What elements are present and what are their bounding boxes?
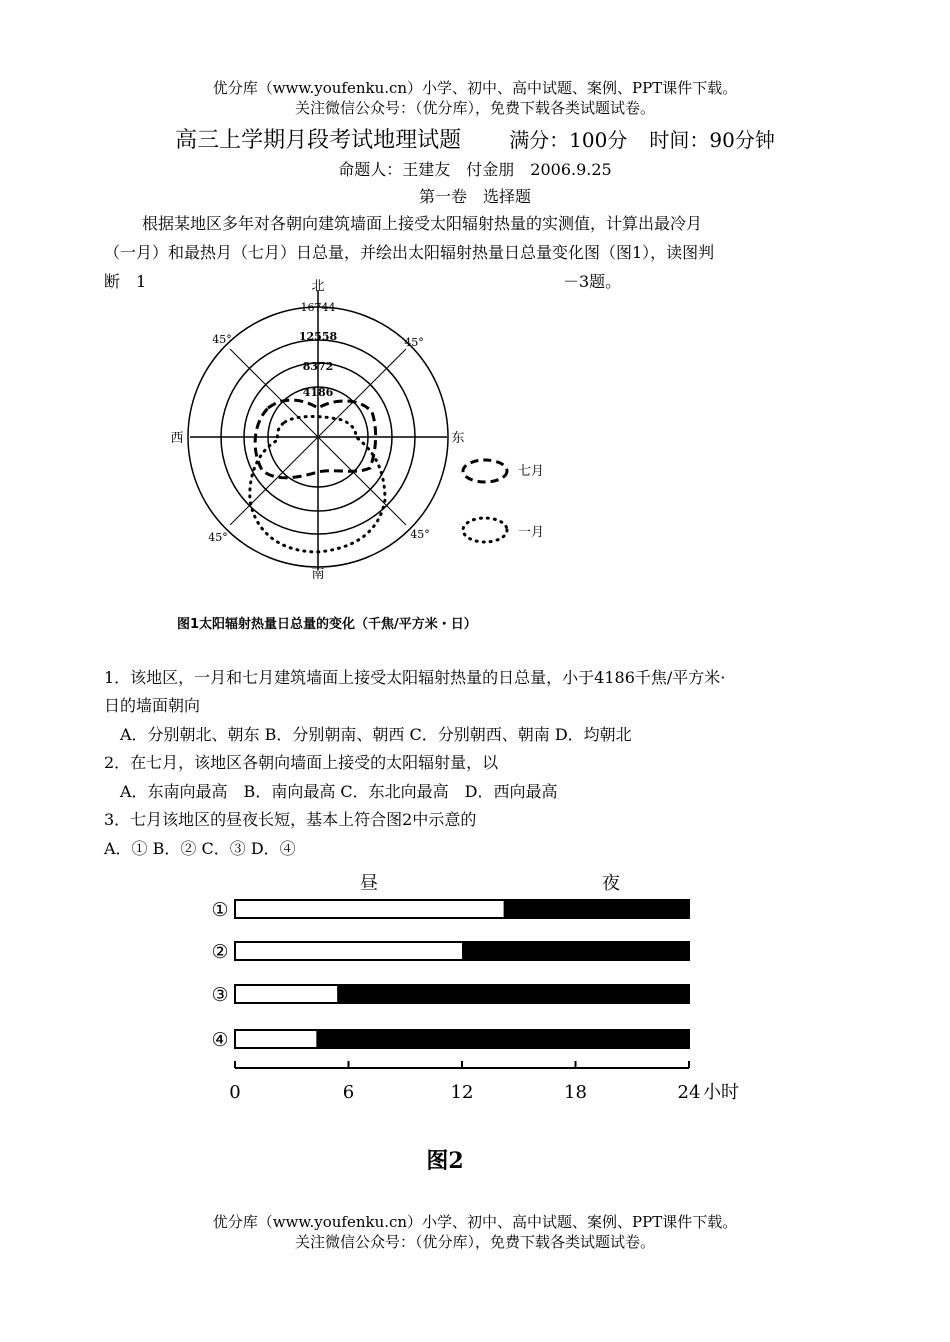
header-line-1: 优分库（www.youfenku.cn）小学、初中、高中试题、案例、PPT课件下载。 [212, 79, 738, 97]
legend-july-label: 七月 [518, 464, 545, 479]
intro-line-3-left: 断 1 [104, 272, 147, 291]
legend-jan-label: 一月 [518, 525, 545, 540]
label-north: 北 [311, 279, 325, 294]
figure2-caption: 图2 [426, 1148, 464, 1174]
night-label: 夜 [602, 873, 620, 894]
deg-label-sw: 45° [208, 531, 228, 544]
ring-label-12558: 12558 [298, 330, 338, 343]
exam-time: 时间：90分钟 [649, 128, 775, 152]
axis-tick-label: 12 [450, 1082, 474, 1103]
question-2-stem: 2．在七月，该地区各朝向墙面上接受的太阳辐射量，以 [104, 753, 499, 772]
intro-line-1: 根据某地区多年对各朝向建筑墙面上接受太阳辐射热量的实测值，计算出最冷月 [142, 214, 703, 233]
page-title-row [0, 126, 950, 155]
footer-line-2: 关注微信公众号：（优分库），免费下载各类试题试卷。 [294, 1233, 655, 1251]
bar-label: ③ [211, 984, 229, 1006]
question-1-stem-line-2: 日的墙面朝向 [104, 696, 201, 715]
question-1-stem-line-1: 1．该地区，一月和七月建筑墙面上接受太阳辐射热量的日总量，小于4186千焦/平方米· [104, 668, 726, 687]
section-title: 第一卷 选择题 [418, 187, 531, 206]
full-score: 满分：100分 [509, 128, 628, 152]
footer-line-1: 优分库（www.youfenku.cn）小学、初中、高中试题、案例、PPT课件下载。 [212, 1213, 738, 1231]
axis-tick-label: 18 [564, 1082, 587, 1103]
deg-label-ne: 45° [404, 336, 424, 349]
bar-label: ② [211, 941, 229, 963]
bar-label: ④ [211, 1029, 229, 1051]
figure1-caption: 图1太阳辐射热量日总量的变化（千焦/平方米・日） [177, 617, 477, 632]
figure1-polar-diagram [160, 275, 560, 595]
label-south: 南 [311, 567, 325, 582]
label-west: 西 [170, 431, 184, 446]
header-line-2: 关注微信公众号：（优分库），免费下载各类试题试卷。 [294, 99, 655, 117]
bar-night-segment [504, 900, 689, 918]
legend-jan-swatch [463, 518, 507, 542]
question-3-stem: 3．七月该地区的昼夜长短，基本上符合图2中示意的 [104, 810, 477, 829]
day-label: 昼 [360, 873, 378, 894]
ring-label-8372: 8372 [302, 360, 334, 373]
bar-night-segment [337, 985, 689, 1003]
question-1-options: A．分别朝北、朝东 B．分别朝南、朝西 C．分别朝西、朝南 D．均朝北 [104, 725, 632, 744]
deg-label-nw: 45° [212, 333, 232, 346]
axis-tick-label: 6 [342, 1082, 355, 1103]
bar-label: ① [211, 899, 229, 921]
bar-night-segment [462, 942, 689, 960]
intro-line-2: （一月）和最热月（七月）日总量，并绘出太阳辐射热量日总量变化图（图1），读图判 [104, 243, 715, 262]
ring-label-4186: 4186 [302, 386, 334, 399]
question-3-options: A．① B．② C．③ D．④ [104, 839, 296, 858]
axis-tick-label: 0 [229, 1082, 241, 1103]
label-east: 东 [451, 431, 465, 446]
legend-july-swatch [463, 460, 507, 482]
axis-unit-label: 小时 [703, 1082, 739, 1103]
ring-label-16744: 16744 [300, 301, 336, 314]
bar-night-segment [316, 1030, 689, 1048]
intro-line-3-right: －3题。 [563, 272, 622, 291]
page-title: 高三上学期月段考试地理试题 [175, 128, 462, 153]
deg-label-se: 45° [410, 528, 430, 541]
axis-tick-label: 24 [677, 1082, 701, 1103]
figure2-day-night-chart [200, 862, 760, 1112]
authors-line: 命题人：王建友 付金朋 2006.9.25 [338, 160, 612, 179]
question-2-options: A．东南向最高 B．南向最高 C．东北向最高 D．西向最高 [104, 782, 558, 801]
